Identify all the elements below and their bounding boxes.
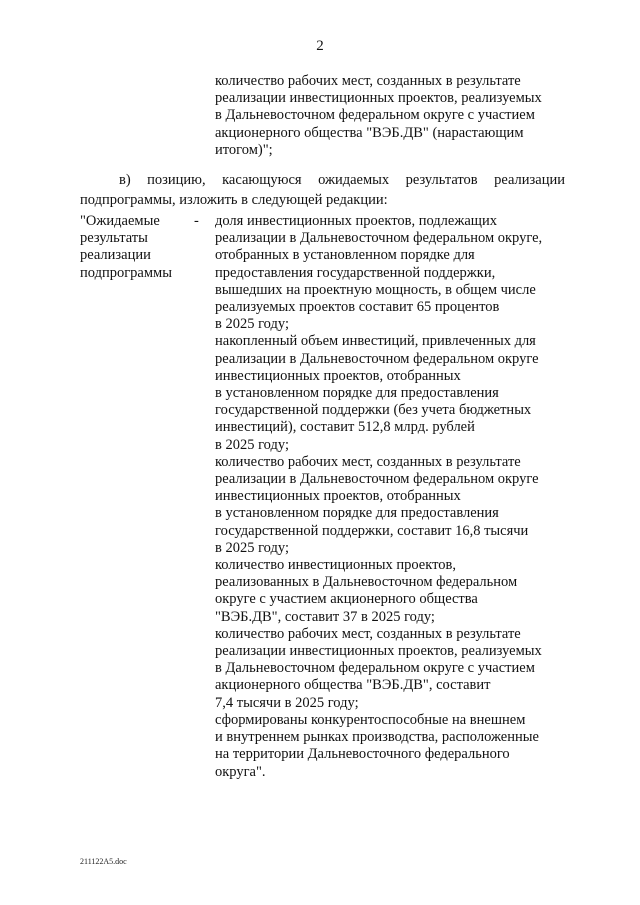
- expected-results-values: [215, 213, 575, 781]
- text-line: в установленном порядке для предоставления: [215, 505, 499, 522]
- text-line: в Дальневосточном федеральном округе с участием: [215, 107, 535, 124]
- text-line: "ВЭБ.ДВ", составит 37 в 2025 году;: [215, 608, 435, 625]
- text-line: количество рабочих мест, созданных в результате: [215, 73, 521, 89]
- text-line: отобранных в установленном порядке для: [215, 247, 475, 264]
- text-line: доля инвестиционных проектов, подлежащих: [215, 213, 497, 229]
- text-line: реализации в Дальневосточном федеральном округе,: [215, 230, 543, 247]
- text-line: инвестиций), составит 512,8 млрд. рублей: [215, 419, 475, 436]
- label-line: "Ожидаемые: [80, 213, 160, 229]
- paragraph-line-2: подпрограммы, изложить в следующей редакции:: [80, 192, 388, 208]
- document-file-code: 211122A5.doc: [80, 857, 127, 866]
- text-line: в установленном порядке для предоставления: [215, 385, 499, 402]
- text-line: инвестиционных проектов, отобранных: [215, 488, 461, 505]
- text-line: государственной поддержки, составит 16,8 тысячи: [215, 522, 529, 539]
- text-line: округа".: [215, 763, 266, 780]
- separator-dash: -: [194, 213, 199, 229]
- top-continuation-block: [215, 73, 575, 159]
- text-line: в 2025 году;: [215, 436, 289, 453]
- label-line: подпрограммы: [80, 264, 172, 281]
- text-line: государственной поддержки (без учета бюджетных: [215, 402, 532, 419]
- text-line: акционерного общества "ВЭБ.ДВ", составит: [215, 677, 491, 694]
- text-line: накопленный объем инвестиций, привлеченных для: [215, 333, 536, 350]
- text-line: реализации инвестиционных проектов, реализуемых: [215, 90, 542, 107]
- text-line: количество рабочих мест, созданных в результате: [215, 453, 521, 470]
- text-line: и внутреннем рынках производства, расположенные: [215, 729, 539, 746]
- page-number: 2: [316, 38, 324, 54]
- text-line: на территории Дальневосточного федерального: [215, 746, 510, 763]
- paragraph-line-1: в) позицию, касающуюся ожидаемых результатов реализации: [119, 172, 565, 188]
- label-line: результаты: [80, 230, 148, 247]
- text-line: в 2025 году;: [215, 316, 289, 333]
- text-line: реализованных в Дальневосточном федеральном: [215, 574, 518, 591]
- text-line: округе с участием акционерного общества: [215, 591, 478, 608]
- text-line: инвестиционных проектов, отобранных: [215, 367, 461, 384]
- text-line: предоставления государственной поддержки,: [215, 264, 496, 281]
- text-line: реализации в Дальневосточном федеральном округе: [215, 350, 539, 367]
- text-line: в 2025 году;: [215, 539, 289, 556]
- text-line: реализации инвестиционных проектов, реализуемых: [215, 643, 542, 660]
- text-line: в Дальневосточном федеральном округе с участием: [215, 660, 535, 677]
- expected-results-label: [80, 213, 172, 282]
- text-line: 7,4 тысячи в 2025 году;: [215, 694, 359, 711]
- text-line: сформированы конкурентоспособные на внешнем: [215, 711, 526, 728]
- text-line: количество рабочих мест, созданных в результате: [215, 625, 521, 642]
- text-line: итогом)";: [215, 141, 273, 158]
- text-line: вышедших на проектную мощность, в общем числе: [215, 281, 536, 298]
- label-line: реализации: [80, 247, 151, 264]
- text-line: реализуемых проектов составит 65 процентов: [215, 299, 500, 316]
- text-line: количество инвестиционных проектов,: [215, 557, 456, 574]
- text-line: акционерного общества "ВЭБ.ДВ" (нарастающим: [215, 124, 524, 141]
- text-line: реализации в Дальневосточном федеральном округе: [215, 471, 539, 488]
